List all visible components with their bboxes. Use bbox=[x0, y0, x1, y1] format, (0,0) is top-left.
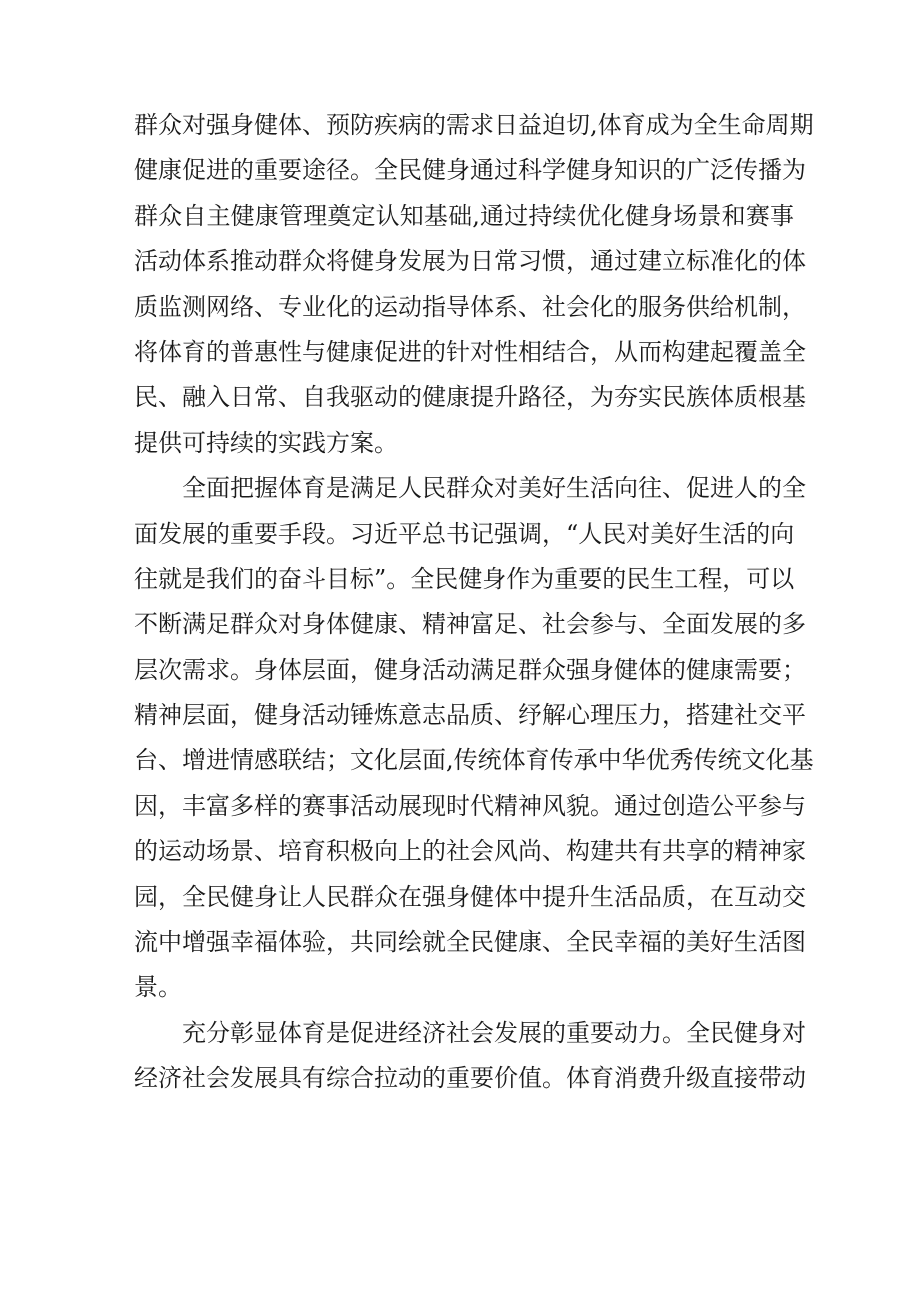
text-line: 群众对强身健体、预防疾病的需求日益迫切,体育成为全生命周期 bbox=[134, 111, 814, 139]
text-line: 民、融入日常、自我驱动的健康提升路径，为夯实民族体质根基 bbox=[134, 383, 806, 412]
text-line: 不断满足群众对身体健康、精神富足、社会参与、全面发展的多 bbox=[134, 610, 806, 639]
text-line: 的运动场景、培育积极向上的社会风尚、构建共有共享的精神家 bbox=[134, 837, 806, 866]
paragraph-first-line: 充分彰显体育是促进经济社会发展的重要动力。全民健身对 bbox=[182, 1018, 806, 1047]
text-line: 流中增强幸福体验，共同绘就全民健康、全民幸福的美好生活图 bbox=[134, 928, 806, 957]
document-body bbox=[134, 103, 814, 1102]
text-line: 群众自主健康管理奠定认知基础,通过持续优化健身场景和赛事 bbox=[134, 201, 794, 230]
text-line: 活动体系推动群众将健身发展为日常习惯，通过建立标准化的体 bbox=[134, 247, 806, 276]
text-line: 因，丰富多样的赛事活动展现时代精神风貌。通过创造公平参与 bbox=[134, 791, 806, 820]
text-line: 园，全民健身让人民群众在强身健体中提升生活品质，在互动交 bbox=[134, 882, 806, 911]
text-line: 层次需求。身体层面，健身活动满足群众强身健体的健康需要； bbox=[134, 655, 806, 684]
text-line: 面发展的重要手段。习近平总书记强调，“人民对美好生活的向 bbox=[134, 519, 795, 548]
text-line: 往就是我们的奋斗目标”。全民健身作为重要的民生工程，可以 bbox=[134, 564, 795, 593]
text-line: 精神层面，健身活动锤炼意志品质、纾解心理压力，搭建社交平 bbox=[134, 701, 806, 730]
text-line: 提供可持续的实践方案。 bbox=[134, 428, 398, 457]
text-line: 景。 bbox=[134, 973, 182, 1002]
paragraph-first-line: 全面把握体育是满足人民群众对美好生活向往、促进人的全 bbox=[182, 474, 806, 503]
text-line: 将体育的普惠性与健康促进的针对性相结合，从而构建起覆盖全 bbox=[134, 337, 806, 366]
text-line: 台、增进情感联结；文化层面,传统体育传承中华优秀传统文化基 bbox=[134, 746, 814, 775]
text-line: 经济社会发展具有综合拉动的重要价值。体育消费升级直接带动 bbox=[134, 1064, 806, 1093]
text-line: 健康促进的重要途径。全民健身通过科学健身知识的广泛传播为 bbox=[134, 156, 806, 185]
text-line: 质监测网络、专业化的运动指导体系、社会化的服务供给机制， bbox=[134, 292, 806, 321]
